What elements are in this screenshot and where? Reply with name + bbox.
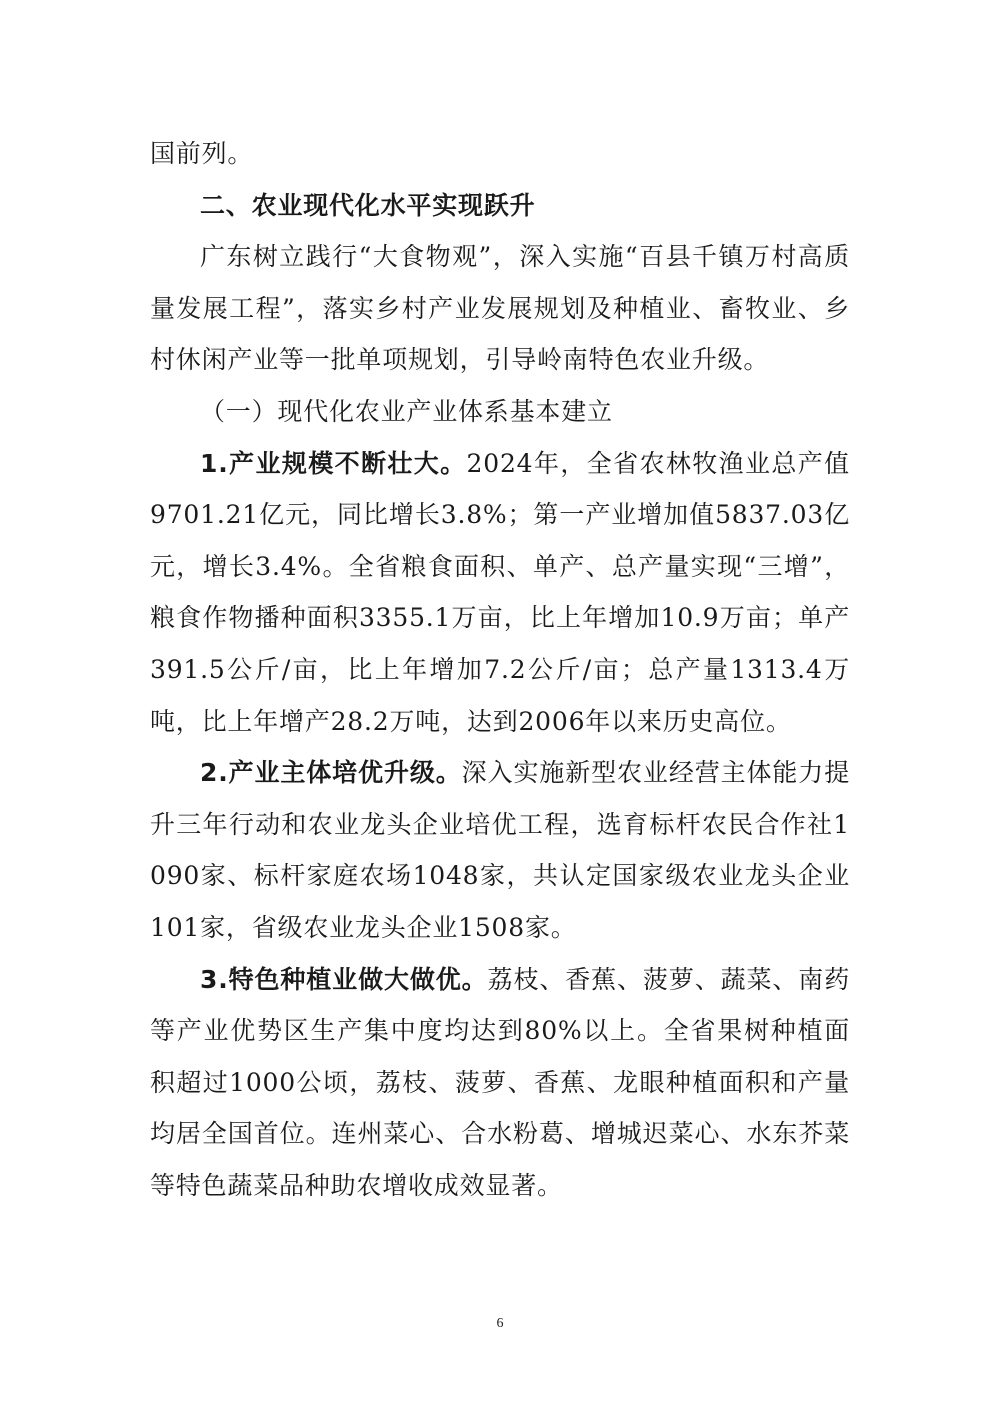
item-lead-3: 3.特色种植业做大做优。 <box>200 964 488 994</box>
intro-paragraph: 广东树立践行“大食物观”，深入实施“百县千镇万村高质量发展工程”，落实乡村产业发展规划及种植业、畜牧业、乡村休闲产业等一批单项规划，引导岭南特色农业升级。 <box>150 242 850 375</box>
item-lead-2: 2.产业主体培优升级。 <box>200 758 462 788</box>
document-body <box>150 128 850 1211</box>
section-heading: 二、农业现代化水平实现跃升 <box>200 190 536 220</box>
item-paragraph-1 <box>150 438 850 748</box>
item-paragraph-3 <box>150 954 850 1212</box>
page-number: 6 <box>496 1316 504 1331</box>
item-paragraph-2 <box>150 747 850 953</box>
subsection-heading: （一）现代化农业产业体系基本建立 <box>200 396 613 426</box>
item-body-2: 深入实施新型农业经营主体能力提升三年行动和农业龙头企业培优工程，选育标杆农民合作社1090家、标杆家庭农场1048家，共认定国家级农业龙头企业101家，省级农业龙头企业1508家。 <box>150 758 850 942</box>
item-lead-1: 1.产业规模不断壮大。 <box>200 448 467 478</box>
continuation-text: 国前列。 <box>150 139 254 168</box>
item-body-1: 2024年，全省农林牧渔业总产值9701.21亿元，同比增长3.8%；第一产业增加值5837.03亿元，增长3.4%。全省粮食面积、单产、总产量实现“三增”，粮食作物播种面积3355.1万亩，比上年增加10.9万亩；单产391.5公斤/亩，比上年增加7.2公斤/亩；总产量1313.4万吨，比上年增产28.2万吨，达到2006年以来历史高位。 <box>150 448 850 736</box>
item-body-3: 荔枝、香蕉、菠萝、蔬菜、南药等产业优势区生产集中度均达到80%以上。全省果树种植面积超过1000公顷，荔枝、菠萝、香蕉、龙眼种植面积和产量均居全国首位。连州菜心、合水粉葛、增城迟菜心、水东芥菜等特色蔬菜品种助农增收成效显著。 <box>150 964 850 1200</box>
